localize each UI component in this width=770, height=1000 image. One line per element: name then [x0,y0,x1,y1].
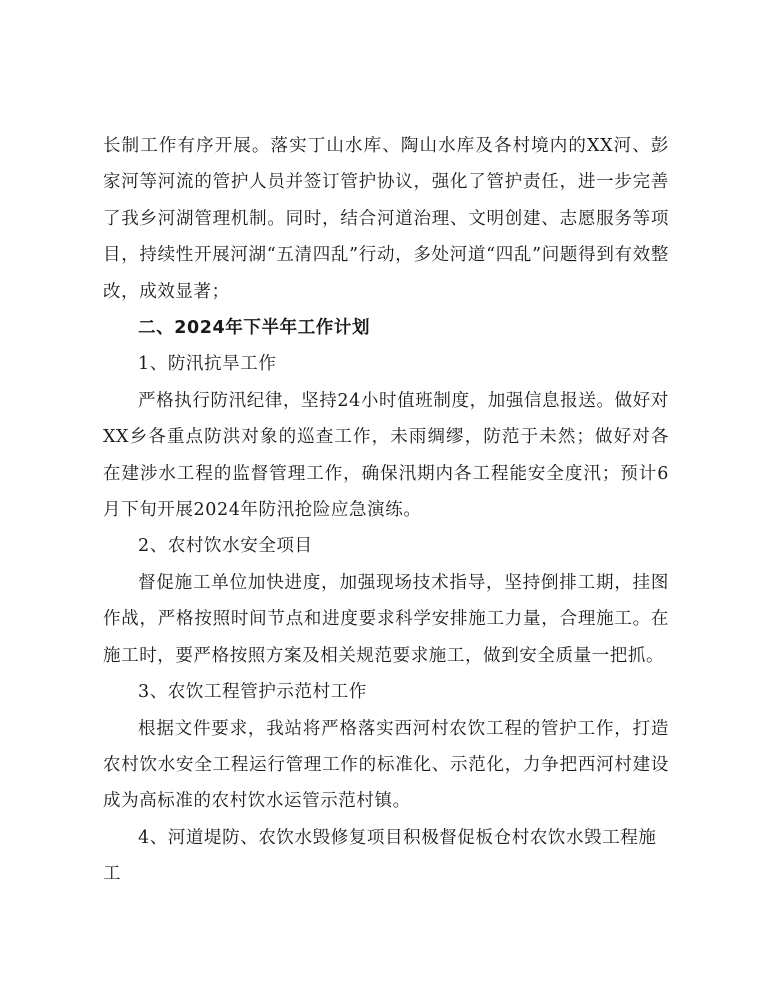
subheading-river-embankment-repair: 4、河道堤防、农饮水毁修复项目积极督促板仓村农饮水毁工程施工 [103,827,657,885]
paragraph-flood-control: 严格执行防汛纪律，坚持24小时值班制度，加强信息报送。做好对XX乡各重点防洪对象的巡查工作，未雨绸缪，防范于未然；做好对各在建涉水工程的监督管理工作，确保汛期内各工程能安全度汛；预计6月下旬开展2024年防汛抢险应急演练。 [103,390,669,521]
subheading-drinking-water-safety: 2、农村饮水安全项目 [138,536,313,557]
paragraph-river-chief-work: 长制工作有序开展。落实丁山水库、陶山水库及各村境内的XX河、彭家河等河流的管护人员并签订管护协议，强化了管护责任，进一步完善了我乡河湖管理机制。同时，结合河道治理、文明创建、志愿服务等项目，持续性开展河湖“五清四乱”行动，多处河道“四乱”问题得到有效整改，成效显著； [103,136,669,302]
paragraph-drinking-water-safety: 督促施工单位加快进度，加强现场技术指导，坚持倒排工期，挂图作战，严格按照时间节点和进度要求科学安排施工力量，合理施工。在施工时，要严格按照方案及相关规范要求施工，做到安全质量一把抓。 [103,572,669,666]
document-body [103,128,669,893]
section-heading-plan: 二、2024年下半年工作计划 [138,318,371,339]
paragraph-demonstration-village: 根据文件要求，我站将严格落实西河村农饮工程的管护工作，打造农村饮水安全工程运行管理工作的标准化、示范化，力争把西河村建设成为高标准的农村饮水运管示范村镇。 [103,718,669,812]
subheading-demonstration-village: 3、农饮工程管护示范村工作 [138,682,367,703]
subheading-flood-control: 1、防汛抗旱工作 [138,354,277,375]
